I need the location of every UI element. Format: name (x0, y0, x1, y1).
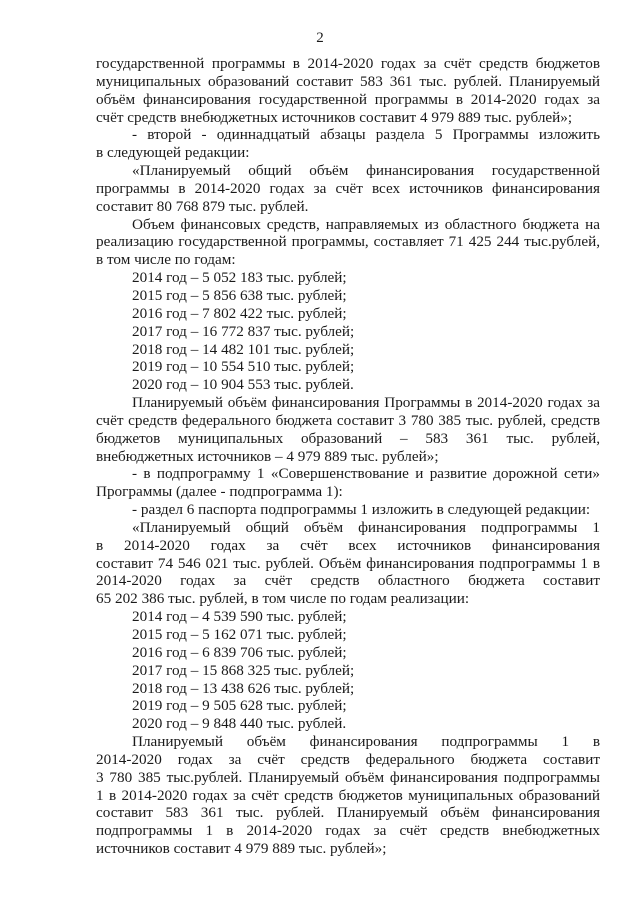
text-line: «Планируемый общий объём финансирования подпрограммы 1 (132, 518, 600, 536)
text-line: 2014-2020 годах за счёт средств федерального бюджета составит (96, 750, 600, 768)
text-line: Планируемый объём финансирования Программы в 2014-2020 годах за (132, 394, 600, 412)
text-line: составит 74 546 021 тыс. рублей. Объём финансирования подпрограммы 1 в (96, 554, 600, 572)
year-line: 2016 год – 7 802 422 тыс. рублей; (132, 304, 347, 322)
text-line: подпрограммы 1 в 2014-2020 годах за счёт средств внебюджетных (96, 822, 600, 840)
year-line: 2016 год – 6 839 706 тыс. рублей; (132, 643, 347, 661)
year-line: 2019 год – 10 554 510 тыс. рублей; (132, 358, 355, 376)
text-line: в 2014-2020 годах за счёт всех источников финансирования (96, 536, 600, 554)
year-line: 2018 год – 13 438 626 тыс. рублей; (132, 679, 355, 697)
text-line: составит 80 768 879 тыс. рублей. (96, 197, 309, 215)
text-line: счёт средств федерального бюджета составит 3 780 385 тыс. рублей, средств (96, 411, 600, 429)
text-line: «Планируемый общий объём финансирования государственной (132, 162, 600, 180)
text-line: 2014-2020 годах за счёт средств областного бюджета составит (96, 572, 600, 590)
year-line: 2015 год – 5 856 638 тыс. рублей; (132, 286, 347, 304)
text-line: бюджетов муниципальных образований – 583 361 тыс. рублей, (96, 429, 600, 447)
text-line: источников составит 4 979 889 тыс. рублей»; (96, 840, 387, 858)
text-line: - раздел 6 паспорта подпрограммы 1 изложить в следующей редакции: (132, 501, 591, 519)
year-line: 2020 год – 9 848 440 тыс. рублей. (132, 715, 347, 733)
text-line: государственной программы в 2014-2020 годах за счёт средств бюджетов (96, 55, 600, 72)
text-line: программы в 2014-2020 годах за счёт всех источников финансирования (96, 179, 600, 197)
text-line: объём финансирования государственной программы в 2014-2020 годах за (96, 90, 600, 108)
text-line: 65 202 386 тыс. рублей, в том числе по годам реализации: (96, 590, 470, 608)
year-line: 2017 год – 16 772 837 тыс. рублей; (132, 322, 355, 340)
page-number: 2 (316, 30, 324, 46)
year-line: 2014 год – 5 052 183 тыс. рублей; (132, 269, 347, 287)
year-line: 2019 год – 9 505 628 тыс. рублей; (132, 697, 347, 715)
text-line: Объем финансовых средств, направляемых из областного бюджета на (132, 215, 600, 233)
year-line: 2015 год – 5 162 071 тыс. рублей; (132, 626, 347, 643)
year-line: 2020 год – 10 904 553 тыс. рублей. (132, 376, 354, 394)
text-line: в следующей редакции: (96, 144, 250, 162)
year-line: 2017 год – 15 868 325 тыс. рублей; (132, 661, 355, 679)
text-line: - в подпрограмму 1 «Совершенствование и развитие дорожной сети» (132, 465, 600, 483)
text-line: составит 583 361 тыс. рублей. Планируемый объём финансирования (96, 804, 600, 822)
text-line: 1 в 2014-2020 годах за счёт средств бюджетов муниципальных образований (96, 786, 600, 804)
text-line: реализацию государственной программы, составляет 71 425 244 тыс.рублей, (96, 233, 600, 251)
text-line: Планируемый объём финансирования подпрограммы 1 в (132, 733, 600, 751)
document-body (96, 55, 600, 858)
text-line: 3 780 385 тыс.рублей. Планируемый объём финансирования подпрограммы (96, 768, 600, 786)
text-line: - второй - одиннадцатый абзацы раздела 5 Программы изложить (132, 126, 600, 144)
text-line: Программы (далее - подпрограмма 1): (96, 483, 343, 501)
text-line: внебюджетных источников – 4 979 889 тыс. рублей»; (96, 447, 439, 465)
year-line: 2014 год – 4 539 590 тыс. рублей; (132, 608, 347, 626)
year-line: 2018 год – 14 482 101 тыс. рублей; (132, 340, 355, 358)
text-line: в том числе по годам: (96, 251, 236, 269)
text-line: муниципальных образований составит 583 361 тыс. рублей. Планируемый (96, 72, 600, 90)
text-line: счёт средств внебюджетных источников составит 4 979 889 тыс. рублей»; (96, 108, 573, 126)
